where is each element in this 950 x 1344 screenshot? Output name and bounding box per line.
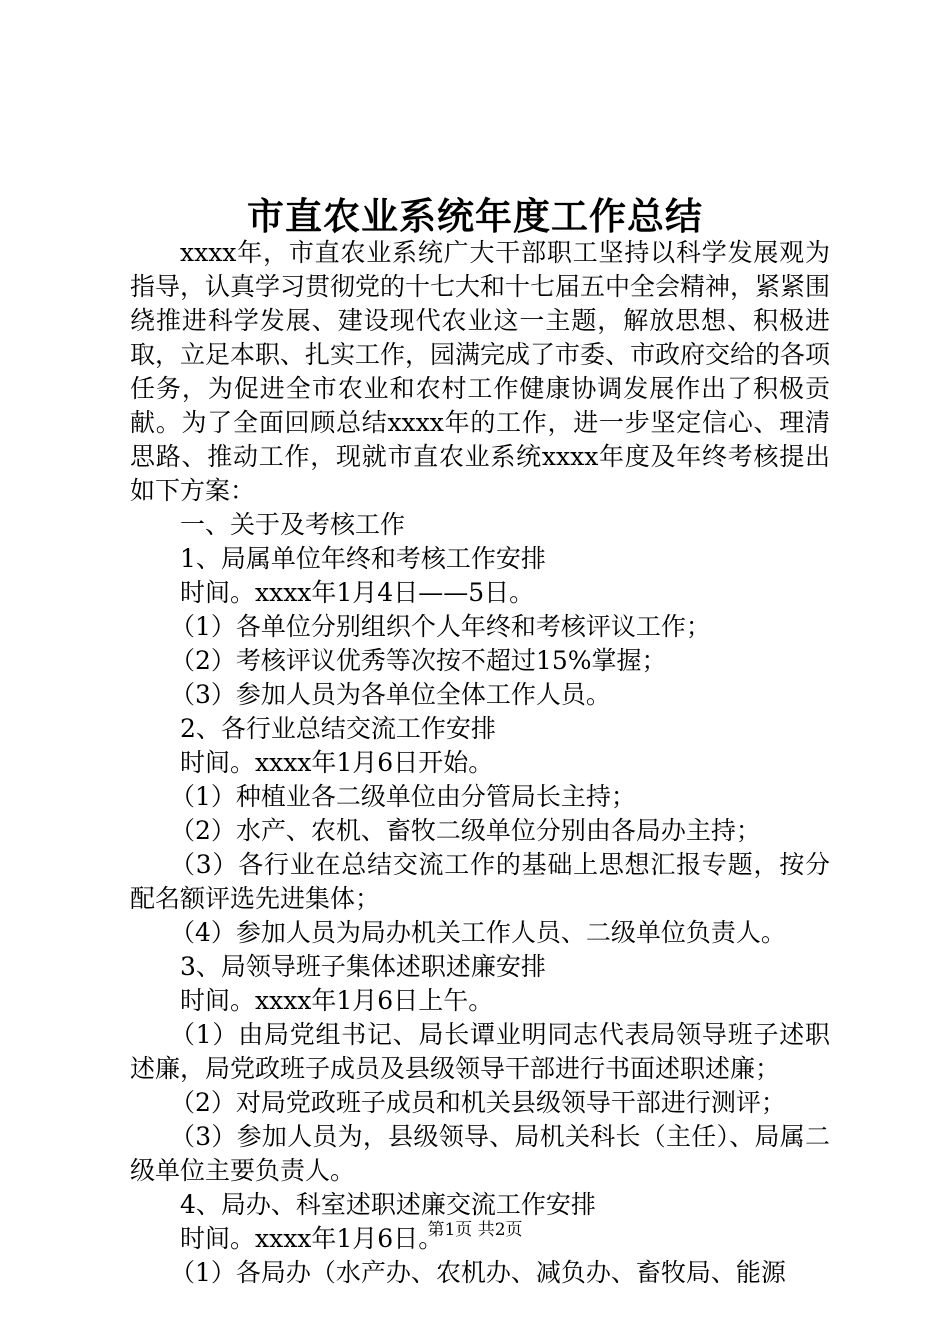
subsection-heading: 4、局办、科室述职述廉交流工作安排 (180, 1190, 596, 1219)
intro-paragraph: xxxx年，市直农业系统广大干部职工坚持以科学发展观为指导，认真学习贯彻党的十七大和十七届五中全会精神，紧紧围绕推进科学发展、建设现代农业这一主题，解放思想、积极进取，立足本职、扎实工作，园满完成了市委、市政府交给的各项任务，为促进全市农业和农村工作健康协调发展作出了积极贡献。为了全面回顾总结xxxx年的工作，进一步坚定信心、理清思路、推动工作，现就市直农业系统xxxx年度及年终考核提出如下方案： (130, 238, 831, 505)
list-item: （3）参加人员为各单位全体工作人员。 (170, 680, 611, 709)
document-body (130, 236, 830, 1290)
list-item: （1）各单位分别组织个人年终和考核评议工作； (170, 612, 711, 641)
list-item: （1）种植业各二级单位由分管局长主持； (170, 782, 636, 811)
list-item: （3）参加人员为，县级领导、局机关科长（主任）、局属二级单位主要负责人。 (130, 1122, 830, 1185)
list-item: （2）水产、农机、畜牧二级单位分别由各局办主持； (170, 816, 761, 845)
list-item: （2）考核评议优秀等次按不超过15%掌握； (170, 646, 667, 675)
time-line: 时间。xxxx年1月6日。 (180, 1224, 444, 1253)
subsection-heading: 3、局领导班子集体述职述廉安排 (180, 952, 546, 981)
page-footer: 第1页 共2页 (427, 1220, 523, 1240)
list-item: （1）各局办（水产办、农机办、减负办、畜牧局、能源 (170, 1258, 786, 1287)
list-item: （4）参加人员为局办机关工作人员、二级单位负责人。 (170, 918, 786, 947)
list-item: （2）对局党政班子成员和机关县级领导干部进行测评； (170, 1088, 786, 1117)
time-line: 时间。xxxx年1月6日开始。 (180, 748, 494, 777)
subsection-heading: 1、局属单位年终和考核工作安排 (180, 544, 546, 573)
document-title: 市直农业系统年度工作总结 (247, 194, 703, 238)
list-item: （1）由局党组书记、局长谭业明同志代表局领导班子述职述廉，局党政班子成员及县级领导干部进行书面述职述廉； (130, 1020, 830, 1083)
list-item: （3）各行业在总结交流工作的基础上思想汇报专题，按分配名额评选先进集体； (130, 850, 830, 913)
section-heading: 一、关于及考核工作 (180, 510, 406, 539)
time-line: 时间。xxxx年1月4日——5日。 (180, 578, 535, 607)
subsection-heading: 2、各行业总结交流工作安排 (180, 714, 496, 743)
time-line: 时间。xxxx年1月6日上午。 (180, 986, 494, 1015)
